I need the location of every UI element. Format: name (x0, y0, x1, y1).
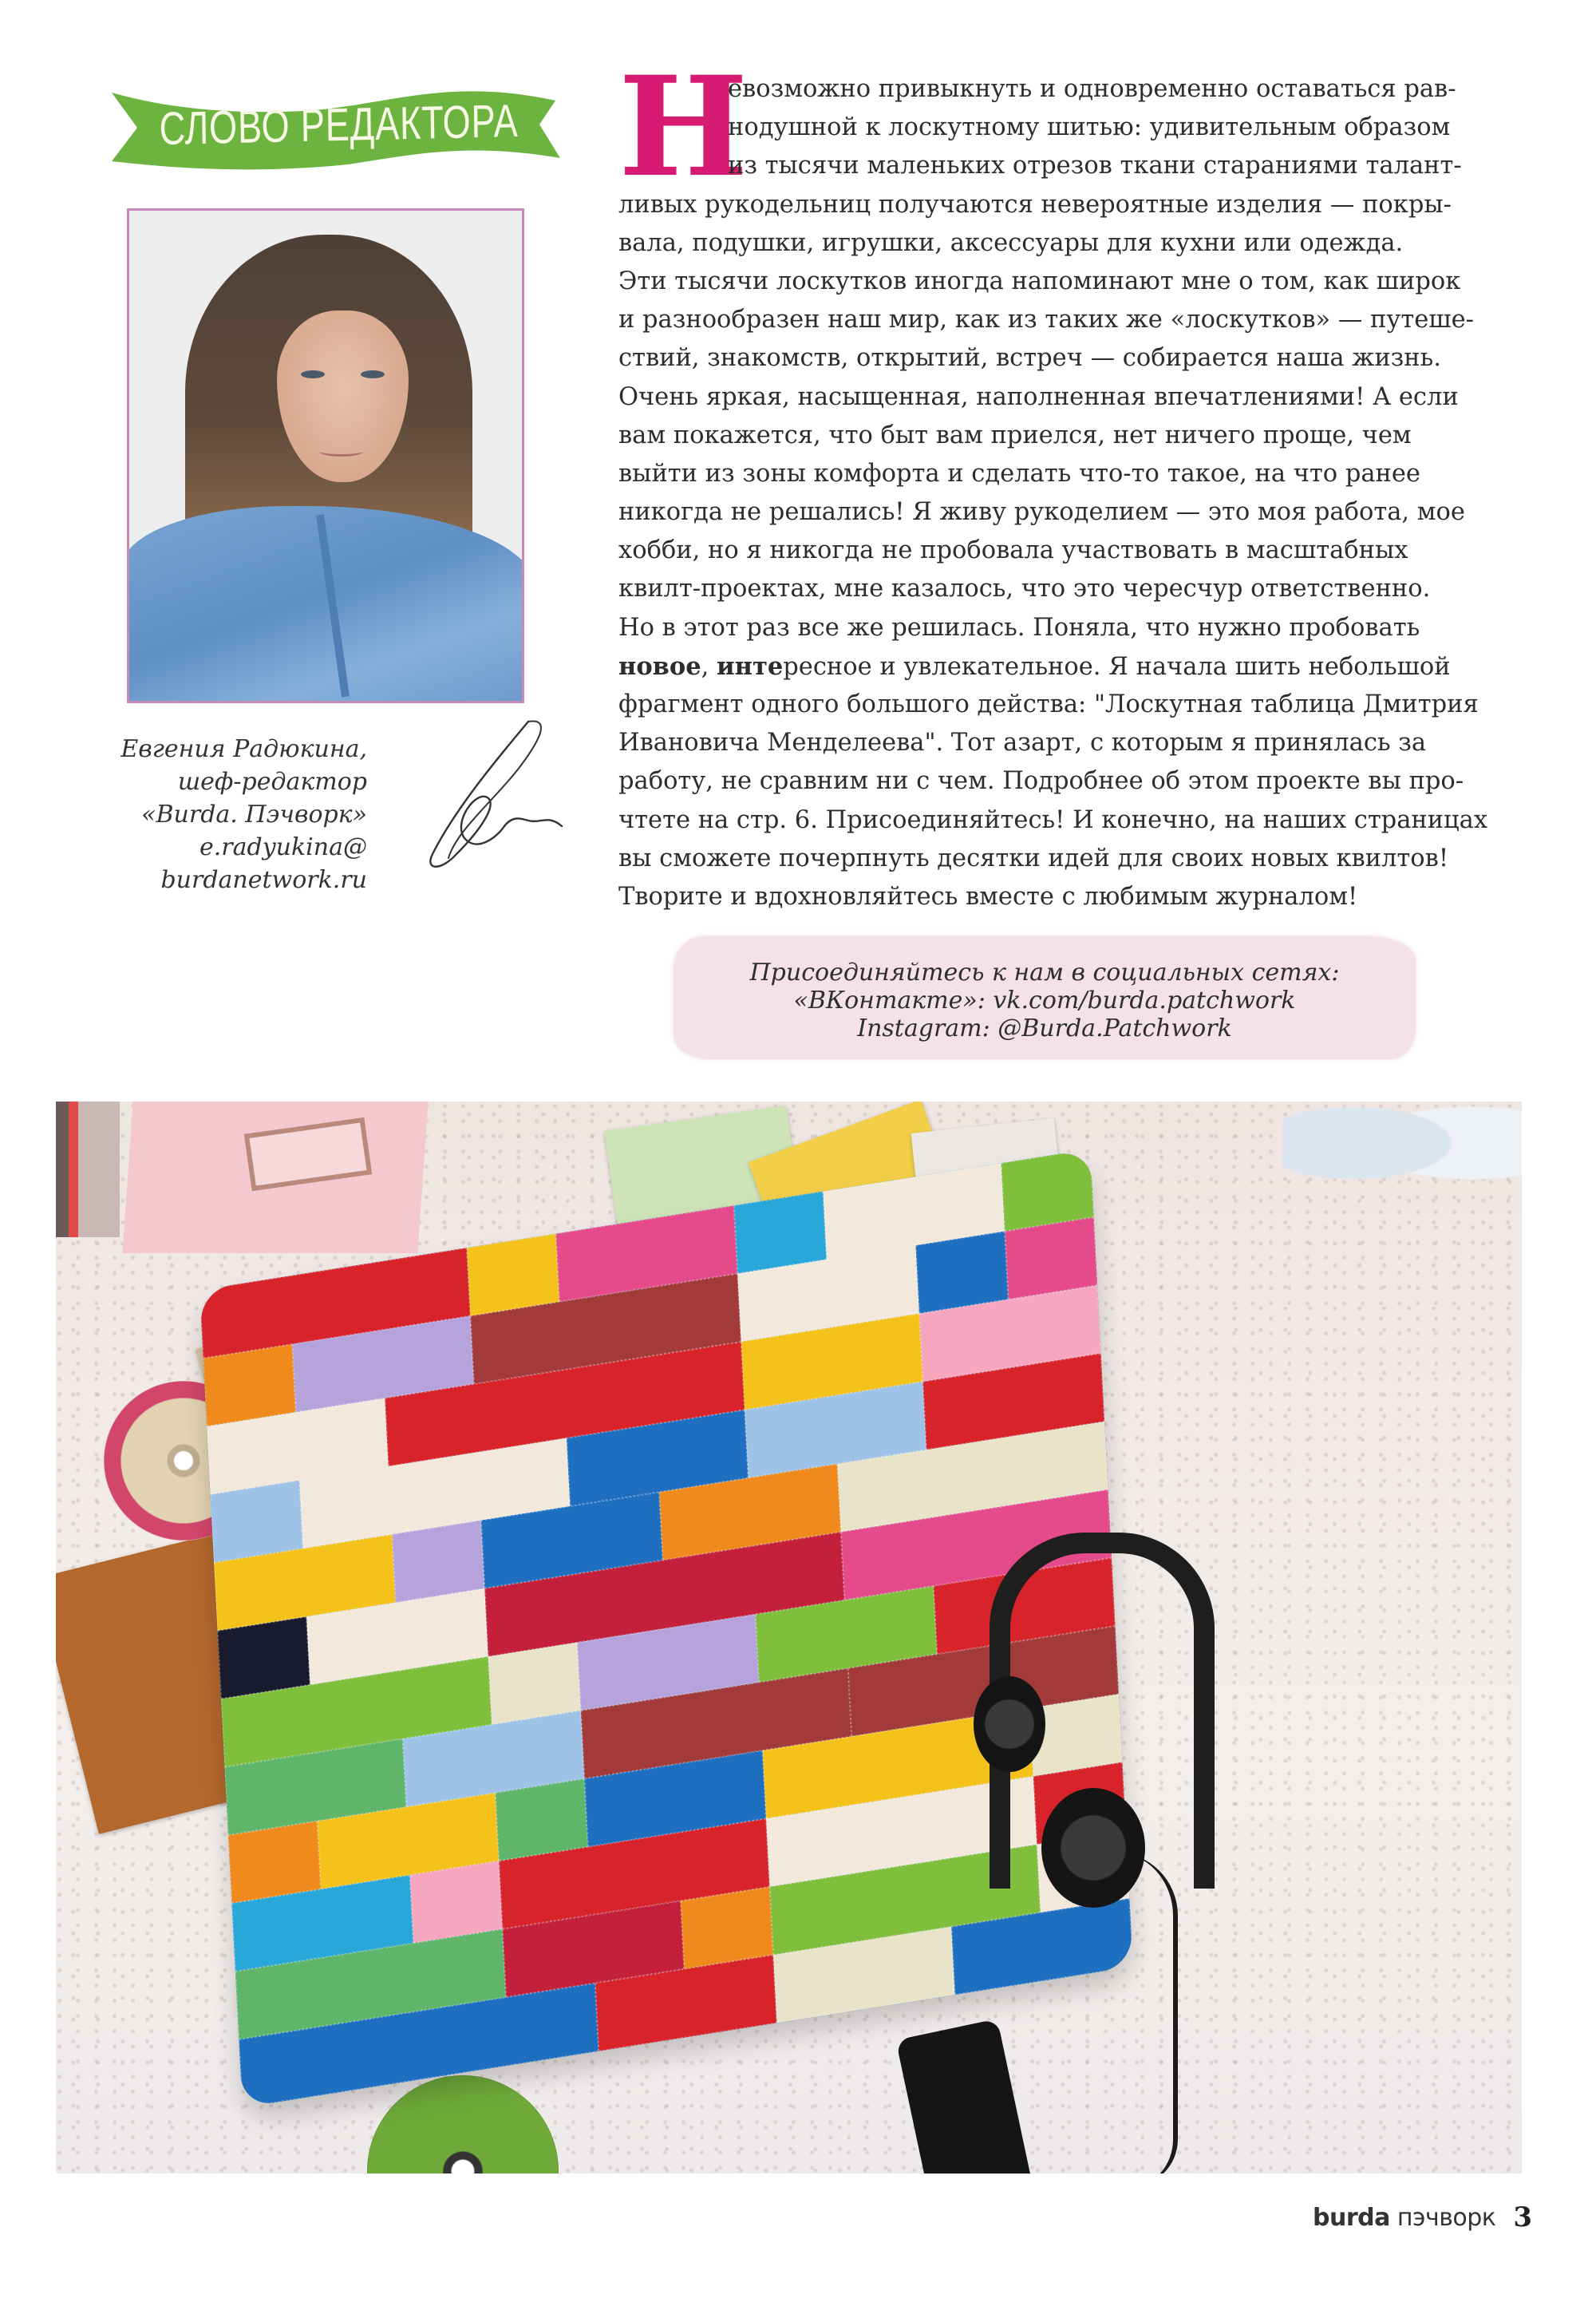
editor-email-part1[interactable]: e.radyukina@ (200, 833, 367, 861)
text-line: квилт-проектах, мне казалось, что это чересчур ответственно. (618, 575, 1431, 603)
text-line: евозможно привыкнуть и одновременно оставаться рав- (728, 75, 1456, 103)
editor-email-part2[interactable]: burdanetwork.ru (160, 866, 367, 894)
headphones-earcup (974, 1676, 1045, 1772)
text-line: вы сможете почерпнуть десятки идей для своих новых квилтов! (618, 844, 1449, 872)
cd-disc-green (367, 2075, 559, 2174)
page-number: 3 (1513, 2201, 1533, 2233)
text-line: вала, подушки, игрушки, аксессуары для кухни или одежда. (618, 228, 1404, 257)
text-line: ливых рукодельниц получаются невероятные изделия — покры- (618, 190, 1452, 219)
text-fragment: ресное и увлекательное. Я начала шить небольшой (783, 652, 1451, 681)
smartphone (896, 2019, 1036, 2174)
signature-icon (409, 718, 568, 874)
editor-portrait (127, 208, 524, 703)
social-heading: Присоединяйтесь к нам в социальных сетях: (749, 959, 1340, 987)
books-decor (56, 1102, 120, 1237)
text-line: Ивановича Менделеева". Тот азарт, с которым я принялась за (618, 729, 1427, 757)
text-line: вам покажется, что быт вам приелся, нет ничего проще, чем (618, 421, 1412, 449)
patchwork-pillow-photo (56, 1102, 1522, 2174)
text-line: выйти из зоны комфорта и сделать что-то такое, на что ранее (618, 459, 1420, 488)
portrait-eye (301, 370, 325, 378)
text-fragment: , (701, 652, 717, 681)
page-footer (1313, 2201, 1532, 2233)
text-line: из тысячи маленьких отрезов ткани стараниями талант- (728, 152, 1462, 180)
editor-caption (112, 733, 367, 896)
magazine-logo (1313, 2204, 1495, 2232)
text-line: Творите и вдохновляйтесь вместе с любимым журналом! (618, 882, 1358, 911)
headphones-cable (1093, 1852, 1178, 2174)
editor-name: Евгения Радюкина, (120, 735, 367, 763)
text-line: фрагмент одного большого действа: "Лоскутная таблица Дмитрия (618, 690, 1479, 718)
emphasis-word: новое (618, 651, 701, 681)
text-line: Очень яркая, насыщенная, наполненная впечатлениями! А если (618, 382, 1459, 411)
sneakers-decor (1282, 1102, 1522, 1205)
portrait-mouth (319, 446, 363, 457)
editorial-text (618, 45, 1496, 916)
magazine-name: «Burda. Пэчворк» (141, 801, 367, 829)
brand-patchwork: пэчворк (1389, 2203, 1496, 2232)
text-line: ствий, знакомств, открытий, встреч — собирается наша жизнь. (618, 344, 1441, 373)
brand-burda: burda (1313, 2203, 1390, 2232)
emphasis-word: инте (717, 651, 784, 681)
section-title: СЛОВО РЕДАКТОРА (159, 94, 519, 155)
instagram-link[interactable]: Instagram: @Burda.Patchwork (857, 1015, 1232, 1042)
editor-role: шеф-редактор (177, 768, 367, 796)
text-line: нодушной к лоскутному шитью: удивительным образом (728, 113, 1451, 142)
text-line: никогда не решались! Я живу рукоделием — это моя работа, мое (618, 498, 1465, 527)
text-line: работу, не сравним ни с чем. Подробнее об этом проекте вы про- (618, 767, 1464, 796)
text-line: чтете на стр. 6. Присоединяйтесь! И конечно, на наших страницах (618, 805, 1488, 834)
text-line: Но в этот раз все же решилась. Поняла, что нужно пробовать (618, 613, 1420, 642)
section-banner (109, 78, 565, 171)
drop-cap: Н (618, 45, 749, 208)
portrait-eye (361, 370, 385, 378)
text-line: Эти тысячи лоскутков иногда напоминают мне о том, как широк (618, 267, 1461, 295)
vk-link[interactable]: «ВКонтакте»: vk.com/burda.patchwork (793, 987, 1296, 1015)
text-line-emphasis (618, 647, 1496, 686)
social-links-box (674, 936, 1416, 1059)
text-line: хобби, но я никогда не пробовала участвовать в масштабных (618, 536, 1408, 565)
text-line: и разнообразен наш мир, как из таких же «лоскутков» — путеше- (618, 306, 1474, 334)
